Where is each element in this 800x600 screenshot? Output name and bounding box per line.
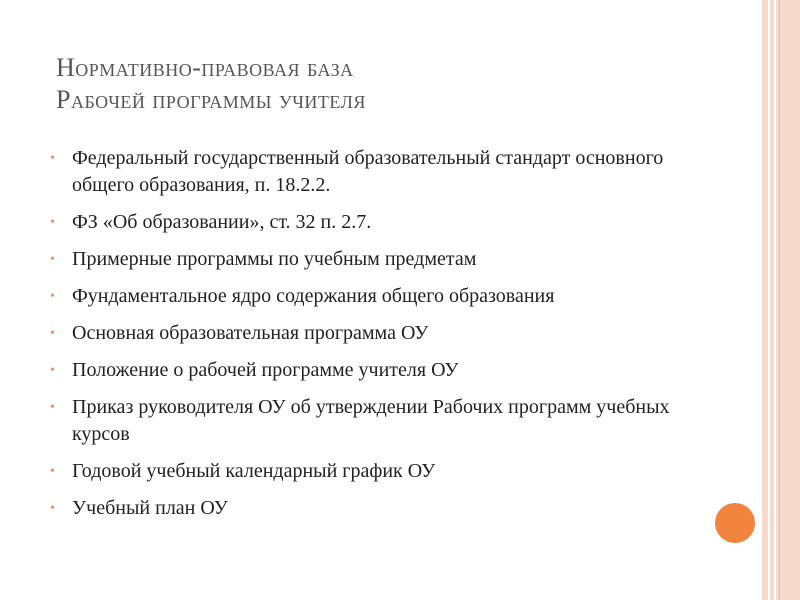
bullet-list <box>48 145 708 532</box>
list-item <box>48 458 708 485</box>
list-item <box>48 246 708 273</box>
bullet-icon: • <box>50 252 55 267</box>
list-item-text: Основная образовательная программа ОУ <box>72 322 429 344</box>
bullet-icon: • <box>50 464 55 479</box>
list-item <box>48 394 708 448</box>
bullet-icon: • <box>50 400 55 415</box>
bullet-icon: • <box>50 326 55 341</box>
title-line-1: Нормативно-правовая база <box>56 53 354 82</box>
bullet-icon: • <box>50 289 55 304</box>
list-item <box>48 320 708 347</box>
list-item <box>48 495 708 522</box>
slide-title <box>56 52 696 116</box>
list-item-text: Фундаментальное ядро содержания общего образования <box>72 285 555 307</box>
title-line-2: Рабочей программы учителя <box>56 85 366 114</box>
list-item-text: Положение о рабочей программе учителя ОУ <box>72 359 459 381</box>
list-item-text: Годовой учебный календарный график ОУ <box>72 460 436 482</box>
list-item-text: Приказ руководителя ОУ об утверждении Рабочих программ учебных курсов <box>72 396 670 445</box>
bullet-icon: • <box>50 151 55 166</box>
list-item <box>48 145 708 199</box>
orange-circle-icon <box>712 500 758 546</box>
list-item <box>48 209 708 236</box>
bullet-icon: • <box>50 501 55 516</box>
decorative-stripe-inner-line <box>779 0 780 600</box>
list-item-text: Федеральный государственный образовательный стандарт основного общего образования, п. 18.2.2. <box>72 147 664 196</box>
decorative-stripe-line <box>774 0 776 600</box>
list-item-text: Примерные программы по учебным предметам <box>72 248 477 270</box>
decorative-stripe-gap <box>768 0 770 600</box>
list-item <box>48 283 708 310</box>
bullet-icon: • <box>50 215 55 230</box>
list-item-text: ФЗ «Об образовании», ст. 32 п. 2.7. <box>72 211 372 233</box>
bullet-icon: • <box>50 363 55 378</box>
list-item <box>48 357 708 384</box>
list-item-text: Учебный план ОУ <box>72 497 228 519</box>
